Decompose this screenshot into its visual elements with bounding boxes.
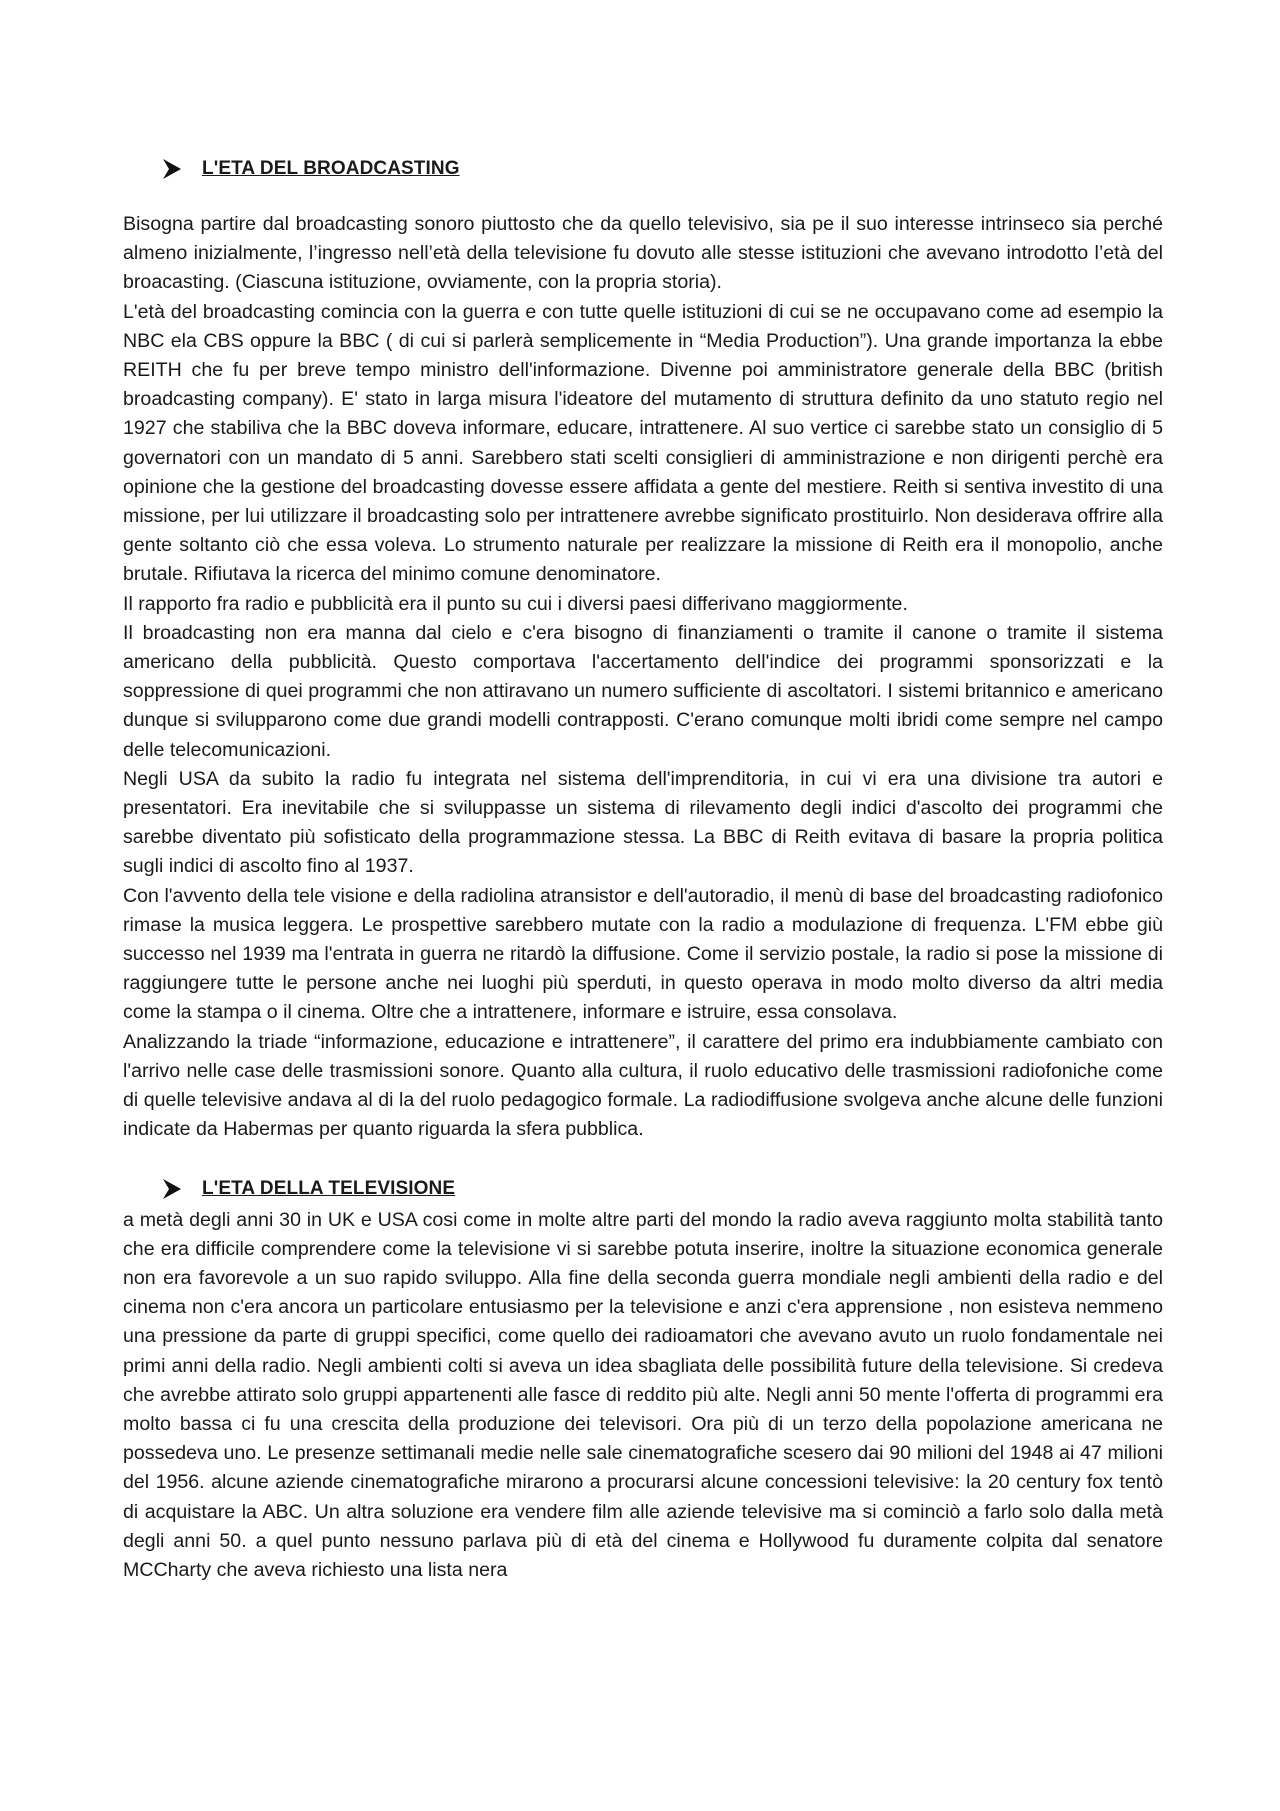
paragraph: Bisogna partire dal broadcasting sonoro piuttosto che da quello televisivo, sia pe il suo interesse intrinseco sia perché almeno inizialmente, l’ingresso nell’età della televisione fu dovuto alle stesse istituzioni che avevano introdotto l’età del broacasting. (Ciascuna istituzione, ovviamente, con la propria storia). — [123, 213, 1163, 294]
paragraph: a metà degli anni 30 in UK e USA cosi come in molte altre parti del mondo la radio aveva raggiunto molta stabilità tanto che era difficile comprendere come la televisione vi si sarebbe potuta inserire, inoltre la situazione economica generale non era favorevole a un suo rapido sviluppo. Alla fine della seconda guerra mondiale negli ambienti della radio e del cinema non c'era ancora un particolare entusiasmo per la televisione e anzi c'era apprensione , non esisteva nemmeno una pressione da parte di gruppi specifici, come quello dei radioamatori che avevano avuto un ruolo fondamentale nei primi anni della radio. Negli ambienti colti si aveva un idea sbagliata delle possibilità future della televisione. Si credeva che avrebbe attirato solo gruppi appartenenti alle fasce di reddito più alte. Negli anni 50 mente l'offerta di programmi era molto bassa ci fu una crescita della produzione dei televisori. Ora più di un terzo della popolazione americana ne possedeva uno. Le presenze settimanali medie nelle sale cinematografiche scesero dai 90 milioni del 1948 ai 47 milioni del 1956. alcune aziende cinematografiche mirarono a procurarsi alcune concessioni televisive: la 20 century fox tentò di acquistare la ABC. Un altra soluzione era vendere film alle aziende televisive ma si cominciò a farlo solo dalla metà degli anni 50. a quel punto nessuno parlava più di età del cinema e Hollywood fu duramente colpita dal senatore MCCharty che aveva richiesto una lista nera — [123, 1208, 1163, 1581]
section-heading-broadcasting — [162, 152, 1163, 186]
paragraph: Negli USA da subito la radio fu integrata nel sistema dell'imprenditoria, in cui vi era una divisione tra autori e presentatori. Era inevitabile che si sviluppasse un sistema di rilevamento degli indici d'ascolto dei programmi che sarebbe diventato più sofisticato della programmazione stessa. La BBC di Reith evitava di basare la propria politica sugli indici di ascolto fino al 1937. — [123, 767, 1163, 878]
document-body — [123, 152, 1163, 1585]
section-heading-text: L'ETA DELLA TELEVISIONE — [202, 1177, 456, 1199]
paragraph: Il broadcasting non era manna dal cielo e c'era bisogno di finanziamenti o tramite il canone o tramite il sistema americano della pubblicità. Questo comportava l'accertamento dell'indice dei programmi sponsorizzati e la soppressione di quei programmi che non attiravano un numero sufficiente di ascoltatori. I sistemi britannico e americano dunque si svilupparono come due grandi modelli contrapposti. C'erano comunque molti ibridi come sempre nel campo delle telecomunicazioni. — [123, 621, 1163, 761]
paragraph: Il rapporto fra radio e pubblicità era il punto su cui i diversi paesi differivano maggiormente. — [123, 592, 908, 615]
paragraph: Con l'avvento della tele visione e della radiolina atransistor e dell'autoradio, il menù di base del broadcasting radiofonico rimase la musica leggera. Le prospettive sarebbero mutate con la radio a modulazione di frequenza. L'FM ebbe giù successo nel 1939 ma l'entrata in guerra ne ritardò la diffusione. Come il servizio postale, la radio si pose la missione di raggiungere tutte le persone anche nei luoghi più sperduti, in questo operava in modo molto diverso da altri media come la stampa o il cinema. Oltre che a intrattenere, informare e istruire, essa consolava. — [123, 884, 1163, 1024]
paragraph: L'età del broadcasting comincia con la guerra e con tutte quelle istituzioni di cui se ne occupavano come ad esempio la NBC ela CBS oppure la BBC ( di cui si parlerà semplicemente in “Media Production”). Una grande importanza la ebbe REITH che fu per breve tempo ministro dell'informazione. Divenne poi amministratore generale della BBC (british broadcasting company). E' stato in larga misura l'ideatore del mutamento di struttura definito da uno statuto regio nel 1927 che stabiliva che la BBC doveva informare, educare, intrattenere. Al suo vertice ci sarebbe stato un consiglio di 5 governatori con un mandato di 5 anni. Sarebbero stati scelti consiglieri di amministrazione e non dirigenti perchè era opinione che la gestione del broadcasting dovesse essere affidata a gente del mestiere. Reith si sentiva investito di una missione, per lui utilizzare il broadcasting solo per intrattenere avrebbe significato prostituirlo. Non desiderava offrire alla gente soltanto ciò che essa voleva. Lo strumento naturale per realizzare la missione di Reith era il monopolio, anche brutale. Rifiutava la ricerca del minimo comune denominatore. — [123, 300, 1163, 586]
paragraph: Analizzando la triade “informazione, educazione e intrattenere”, il carattere del primo era indubbiamente cambiato con l'arrivo nelle case delle trasmissioni sonore. Quanto alla cultura, il ruolo educativo delle trasmissioni radiofoniche come di quelle televisive andava al di la del ruolo pedagogico formale. La radiodiffusione svolgeva anche alcune delle funzioni indicate da Habermas per quanto riguarda la sfera pubblica. — [123, 1030, 1163, 1141]
section-heading-text: L'ETA DEL BROADCASTING — [202, 158, 460, 179]
section-heading-television — [162, 1172, 1163, 1206]
arrowhead-bullet-icon — [162, 158, 182, 180]
arrowhead-bullet-icon — [162, 1178, 182, 1200]
